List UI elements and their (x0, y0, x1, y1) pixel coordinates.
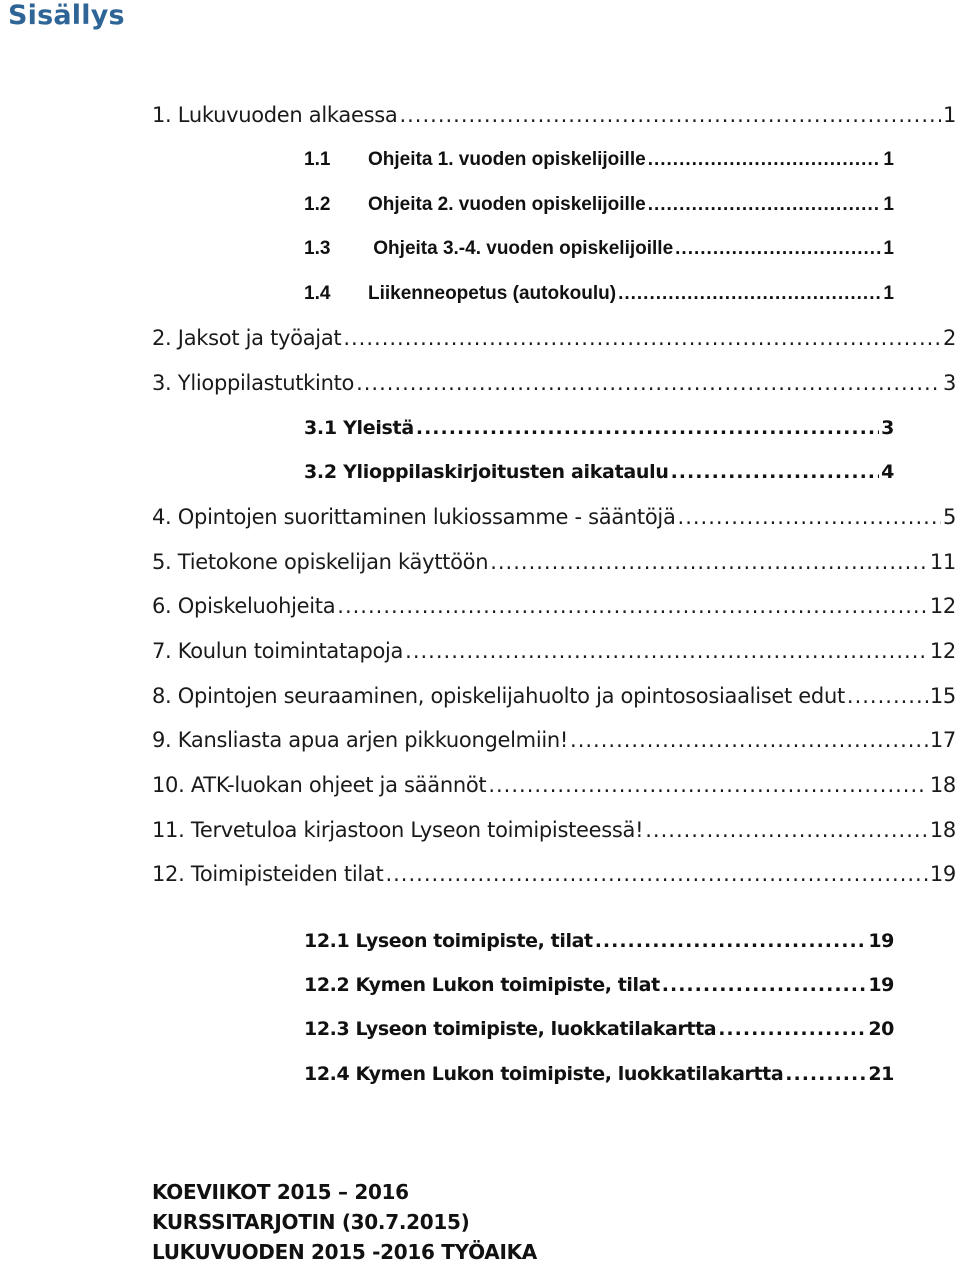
toc-entry-label: Ohjeita 1. vuoden opiskelijoille (368, 149, 646, 170)
toc-entry[interactable] (304, 1012, 894, 1046)
toc-entry-text (304, 232, 673, 266)
toc-page-number: 1 (942, 103, 956, 127)
toc-leader (645, 813, 928, 847)
toc-page-number: 18 (929, 818, 956, 842)
page-title: Sisällys (8, 0, 125, 31)
toc-entry-number: 1.1 (304, 149, 331, 170)
toc-page-number: 5 (942, 505, 956, 529)
toc-entry-text (304, 277, 616, 311)
toc-entry-number: 1.4 (304, 283, 331, 304)
toc-leader (847, 679, 928, 713)
toc-entry-label: Ohjeita 2. vuoden opiskelijoille (368, 194, 646, 215)
toc-entry-text: 3. Ylioppilastutkinto (152, 371, 355, 395)
toc-leader (356, 366, 941, 400)
toc-page-number: 19 (929, 862, 956, 886)
footer-line: KOEVIIKOT 2015 – 2016 (152, 1180, 409, 1204)
toc-entry-text (304, 188, 646, 222)
toc-entry[interactable] (152, 679, 956, 713)
toc-entry-number: 1.3 (304, 238, 331, 259)
toc-entry-text: 9. Kansliasta apua arjen pikkuongelmiin! (152, 728, 569, 752)
toc-entry[interactable] (152, 98, 956, 132)
toc-entry-text: 11. Tervetuloa kirjastoon Lyseon toimipisteessä! (152, 818, 644, 842)
toc-entry-text: 3.1 Yleistä (304, 417, 414, 439)
toc-entry-text: 1. Lukuvuoden alkaessa (152, 103, 398, 127)
toc-leader (678, 500, 941, 534)
toc-entry-label: Ohjeita 3.-4. vuoden opiskelijoille (368, 238, 674, 259)
toc-page-number: 1 (883, 283, 894, 304)
toc-page-number: 2 (942, 326, 956, 350)
toc-page-number: 20 (868, 1018, 894, 1040)
toc-leader (785, 1057, 866, 1091)
toc-page-number: 1 (883, 238, 894, 259)
toc-leader (595, 924, 867, 958)
toc-leader (570, 723, 928, 757)
toc-page-number: 11 (929, 550, 956, 574)
toc-entry[interactable] (304, 411, 894, 445)
toc-page-number: 19 (868, 930, 894, 952)
toc-entry-text: 5. Tietokone opiskelijan käyttöön (152, 550, 489, 574)
toc-page-number: 3 (881, 417, 894, 439)
toc-entry[interactable] (152, 589, 956, 623)
footer-line: LUKUVUODEN 2015 -2016 TYÖAIKA (152, 1240, 537, 1264)
toc-leader (671, 455, 880, 489)
toc-entry[interactable] (304, 924, 894, 958)
toc-page-number: 18 (929, 773, 956, 797)
toc-leader (343, 321, 941, 355)
toc-leader (399, 98, 941, 132)
toc-leader (662, 968, 867, 1002)
toc-entry-label: Liikenneopetus (autokoulu) (368, 283, 617, 304)
toc-page-number: 12 (929, 594, 956, 618)
toc-entry-text: 12. Toimipisteiden tilat (152, 862, 384, 886)
toc-entry-text: 3.2 Ylioppilaskirjoitusten aikataulu (304, 461, 669, 483)
toc-entry[interactable] (152, 545, 956, 579)
toc-page-number: 3 (942, 371, 956, 395)
toc-entry[interactable] (304, 232, 894, 266)
toc-entry[interactable] (304, 143, 894, 177)
toc-leader (488, 768, 928, 802)
toc-leader (718, 1012, 866, 1046)
toc-entry[interactable] (304, 277, 894, 311)
toc-entry[interactable] (304, 968, 894, 1002)
toc-page-number: 12 (929, 639, 956, 663)
toc-entry[interactable] (152, 857, 956, 891)
toc-entry-text: 12.3 Lyseon toimipiste, luokkatilakartta (304, 1018, 717, 1040)
toc-leader (405, 634, 928, 668)
toc-entry-text: 10. ATK-luokan ohjeet ja säännöt (152, 773, 487, 797)
toc-entry-text (304, 143, 646, 177)
toc-leader (416, 411, 879, 445)
toc-entry-text: 12.1 Lyseon toimipiste, tilat (304, 930, 593, 952)
toc-entry-text: 12.2 Kymen Lukon toimipiste, tilat (304, 974, 660, 996)
toc-entry[interactable] (152, 500, 956, 534)
toc-leader (490, 545, 928, 579)
toc-entry[interactable] (304, 188, 894, 222)
toc-entry-text: 12.4 Kymen Lukon toimipiste, luokkatilakartta (304, 1063, 784, 1085)
toc-entry[interactable] (152, 366, 956, 400)
toc-entry[interactable] (152, 723, 956, 757)
toc-page-number: 21 (868, 1063, 894, 1085)
toc-leader (648, 143, 882, 177)
toc-entry-text: 6. Opiskeluohjeita (152, 594, 336, 618)
toc-page-number: 1 (883, 194, 894, 215)
toc-entry[interactable] (152, 813, 956, 847)
footer-line: KURSSITARJOTIN (30.7.2015) (152, 1210, 470, 1234)
toc-entry-text: 7. Koulun toimintatapoja (152, 639, 404, 663)
toc-entry-text: 2. Jaksot ja työajat (152, 326, 342, 350)
toc-entry[interactable] (152, 321, 956, 355)
toc-entry-number: 1.2 (304, 194, 331, 215)
toc-entry-text: 8. Opintojen seuraaminen, opiskelijahuolto ja opintososiaaliset edut (152, 684, 845, 708)
toc-page-number: 4 (881, 461, 894, 483)
toc-page-number: 17 (929, 728, 956, 752)
toc-page-number: 15 (929, 684, 956, 708)
toc-page-number: 19 (868, 974, 894, 996)
toc-leader (337, 589, 928, 623)
toc-entry[interactable] (304, 1057, 894, 1091)
toc-entry[interactable] (152, 768, 956, 802)
toc-leader (618, 277, 881, 311)
toc-entry-text: 4. Opintojen suorittaminen lukiossamme - sääntöjä (152, 505, 676, 529)
toc-leader (675, 232, 881, 266)
toc-page-number: 1 (883, 149, 894, 170)
toc-entry[interactable] (304, 455, 894, 489)
toc-leader (385, 857, 927, 891)
toc-entry[interactable] (152, 634, 956, 668)
toc-leader (648, 188, 882, 222)
